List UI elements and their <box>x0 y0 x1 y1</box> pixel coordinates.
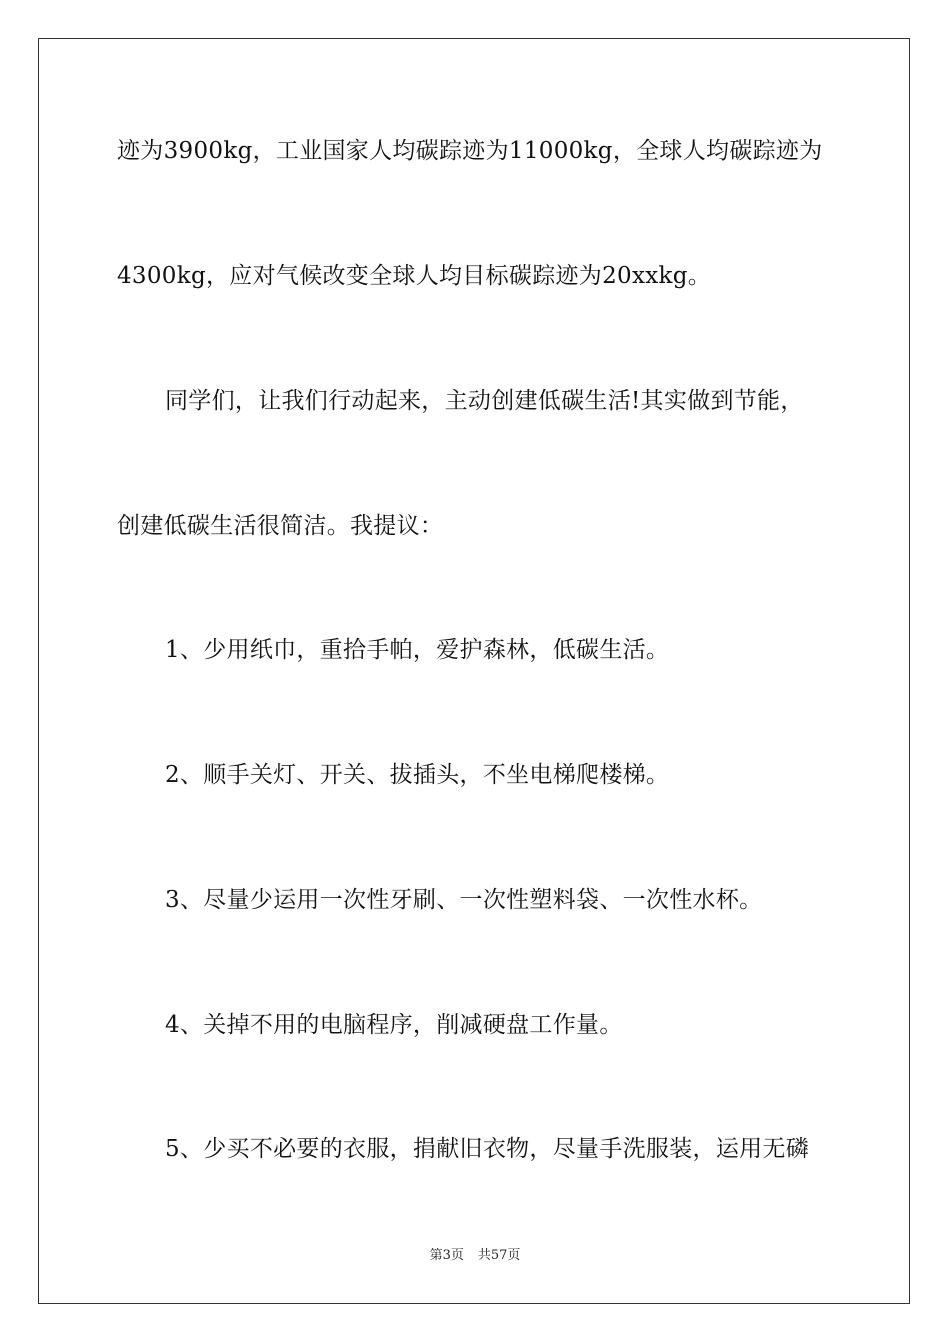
page-footer <box>0 1247 950 1265</box>
suggestion-item: 3、尽量少运用一次性牙刷、一次性塑料袋、一次性水杯。 <box>165 887 763 913</box>
suggestion-item: 2、顺手关灯、开关、拔插头，不坐电梯爬楼梯。 <box>165 762 670 788</box>
suggestion-item: 4、关掉不用的电脑程序，削减硬盘工作量。 <box>165 1012 623 1038</box>
body-text-line: 创建低碳生活很简洁。我提议： <box>117 513 444 539</box>
suggestion-item: 5、少买不必要的衣服，捐献旧衣物，尽量手洗服装，运用无磷 <box>165 1136 810 1162</box>
page-total: 共57页 <box>477 1248 521 1263</box>
paragraph-start: 同学们，让我们行动起来，主动创建低碳生活!其实做到节能， <box>165 388 804 414</box>
suggestion-item: 1、少用纸巾，重拾手帕，爱护森林，低碳生活。 <box>165 637 670 663</box>
page-number: 第3页 <box>429 1248 464 1263</box>
body-text-line: 迹为3900kg，工业国家人均碳踪迹为11000kg，全球人均碳踪迹为 <box>117 138 823 164</box>
body-text-line: 4300kg，应对气候改变全球人均目标碳踪迹为20xxkg。 <box>117 263 712 289</box>
page-border <box>38 38 910 1304</box>
